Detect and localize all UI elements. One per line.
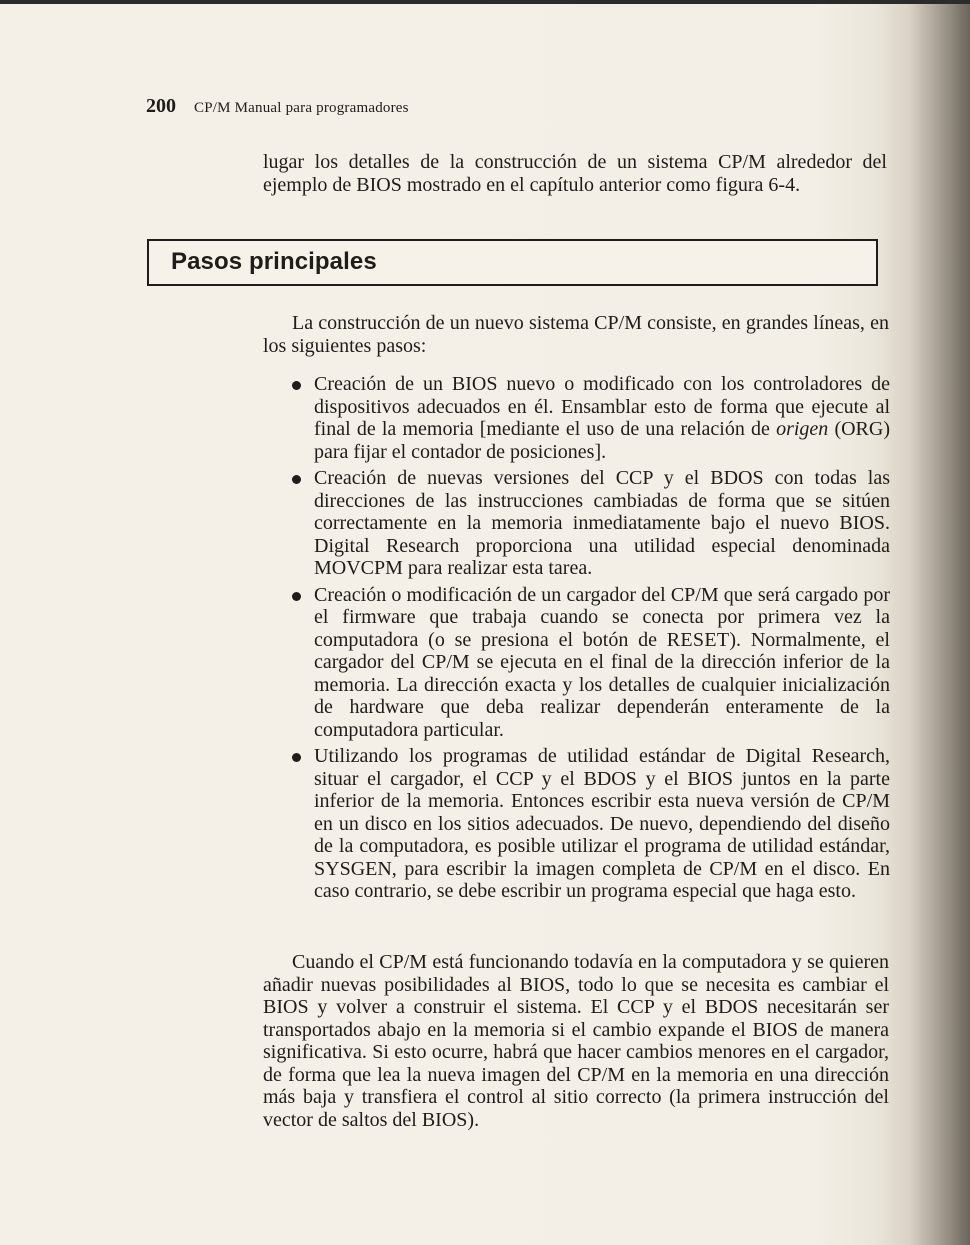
bullet-text — [314, 373, 890, 463]
bullet-icon — [292, 753, 301, 762]
bullet-text — [314, 584, 890, 742]
list-item — [292, 745, 890, 903]
bullet-text: Utilizando los programas de utilidad estándar de Digital Research, situar el cargador, el CCP y el BDOS y el BIOS juntos en la parte inferior de la memoria. Entonces escribir esta nueva versión de CP/M en un disco en los sitios adecuados. De nuevo, dependiendo del diseño de la computadora, es posible utilizar el programa de utilidad estándar, SYSGEN, para escribir la imagen completa de CP/M en el disco. En caso contrario, se debe escribir un programa especial que haga esto. — [314, 745, 890, 902]
bullet-icon — [292, 381, 301, 390]
section-intro-paragraph: La construcción de un nuevo sistema CP/M consiste, en grandes líneas, en los siguientes pasos: — [263, 312, 889, 357]
page-number: 200 — [146, 95, 176, 117]
binding-shadow — [908, 0, 970, 1245]
bullet-icon — [292, 592, 301, 601]
running-title: CP/M Manual para programadores — [194, 100, 409, 116]
closing-paragraph: Cuando el CP/M está funcionando todavía en la computadora y se quieren añadir nuevas posibilidades al BIOS, todo lo que se necesita es cambiar el BIOS y volver a construir el sistema. El CCP y el BDOS necesitarán ser transportados abajo en la memoria si el cambio expande el BIOS de manera significativa. Si esto ocurre, habrá que hacer cambios menores en el cargador, de forma que lea la nueva imagen del CP/M en la memoria en una dirección más baja y transfiera el control al sitio correcto (la primera instrucción del vector de saltos del BIOS). — [263, 951, 889, 1131]
intro-paragraph: lugar los detalles de la construcción de un sistema CP/M alrededor del ejemplo de BIOS mostrado en el capítulo anterior como figura 6-4. — [263, 151, 887, 196]
bullet-icon — [292, 475, 301, 484]
reset-small-caps: RESET — [666, 628, 730, 651]
list-item — [292, 467, 890, 580]
section-title: Pasos principales — [171, 248, 377, 275]
main-steps-list — [292, 373, 890, 907]
italic-word: origen — [776, 418, 829, 440]
bullet-text-part: Creación de un BIOS nuevo o modificado con los controladores de dispositivos adecuados en él. Ensamblar esto de forma que ejecute al final de la memoria [mediante el uso de una relación de — [314, 373, 890, 440]
list-item — [292, 584, 890, 742]
top-page-edge — [0, 0, 970, 4]
bullet-text-part: ). Normalmente, el cargador del CP/M se ejecuta en el final de la dirección inferior de la memoria. La dirección exacta y los detalles de cualquier inicialización de hardware que deba realizar dependerán enteramente de la computadora particular. — [314, 628, 890, 741]
page-header — [146, 95, 846, 125]
bullet-text: Creación de nuevas versiones del CCP y el BDOS con todas las direcciones de las instrucciones cambiadas de forma que se sitúen correctamente en la memoria inmediatamente bajo el nuevo BIOS. Digital Research proporciona una utilidad especial denominada MOVCPM para realizar esta tarea. — [314, 467, 890, 579]
bullet-text-part: (ORG) para fijar el contador de posiciones]. — [314, 418, 890, 463]
bullet-text-part: Creación o modificación de un cargador del CP/M que será cargado por el firmware que trabaja cuando se conecta por primera vez la computadora (o se presiona el botón de — [314, 583, 890, 651]
section-heading-box — [147, 239, 878, 286]
list-item — [292, 373, 890, 463]
